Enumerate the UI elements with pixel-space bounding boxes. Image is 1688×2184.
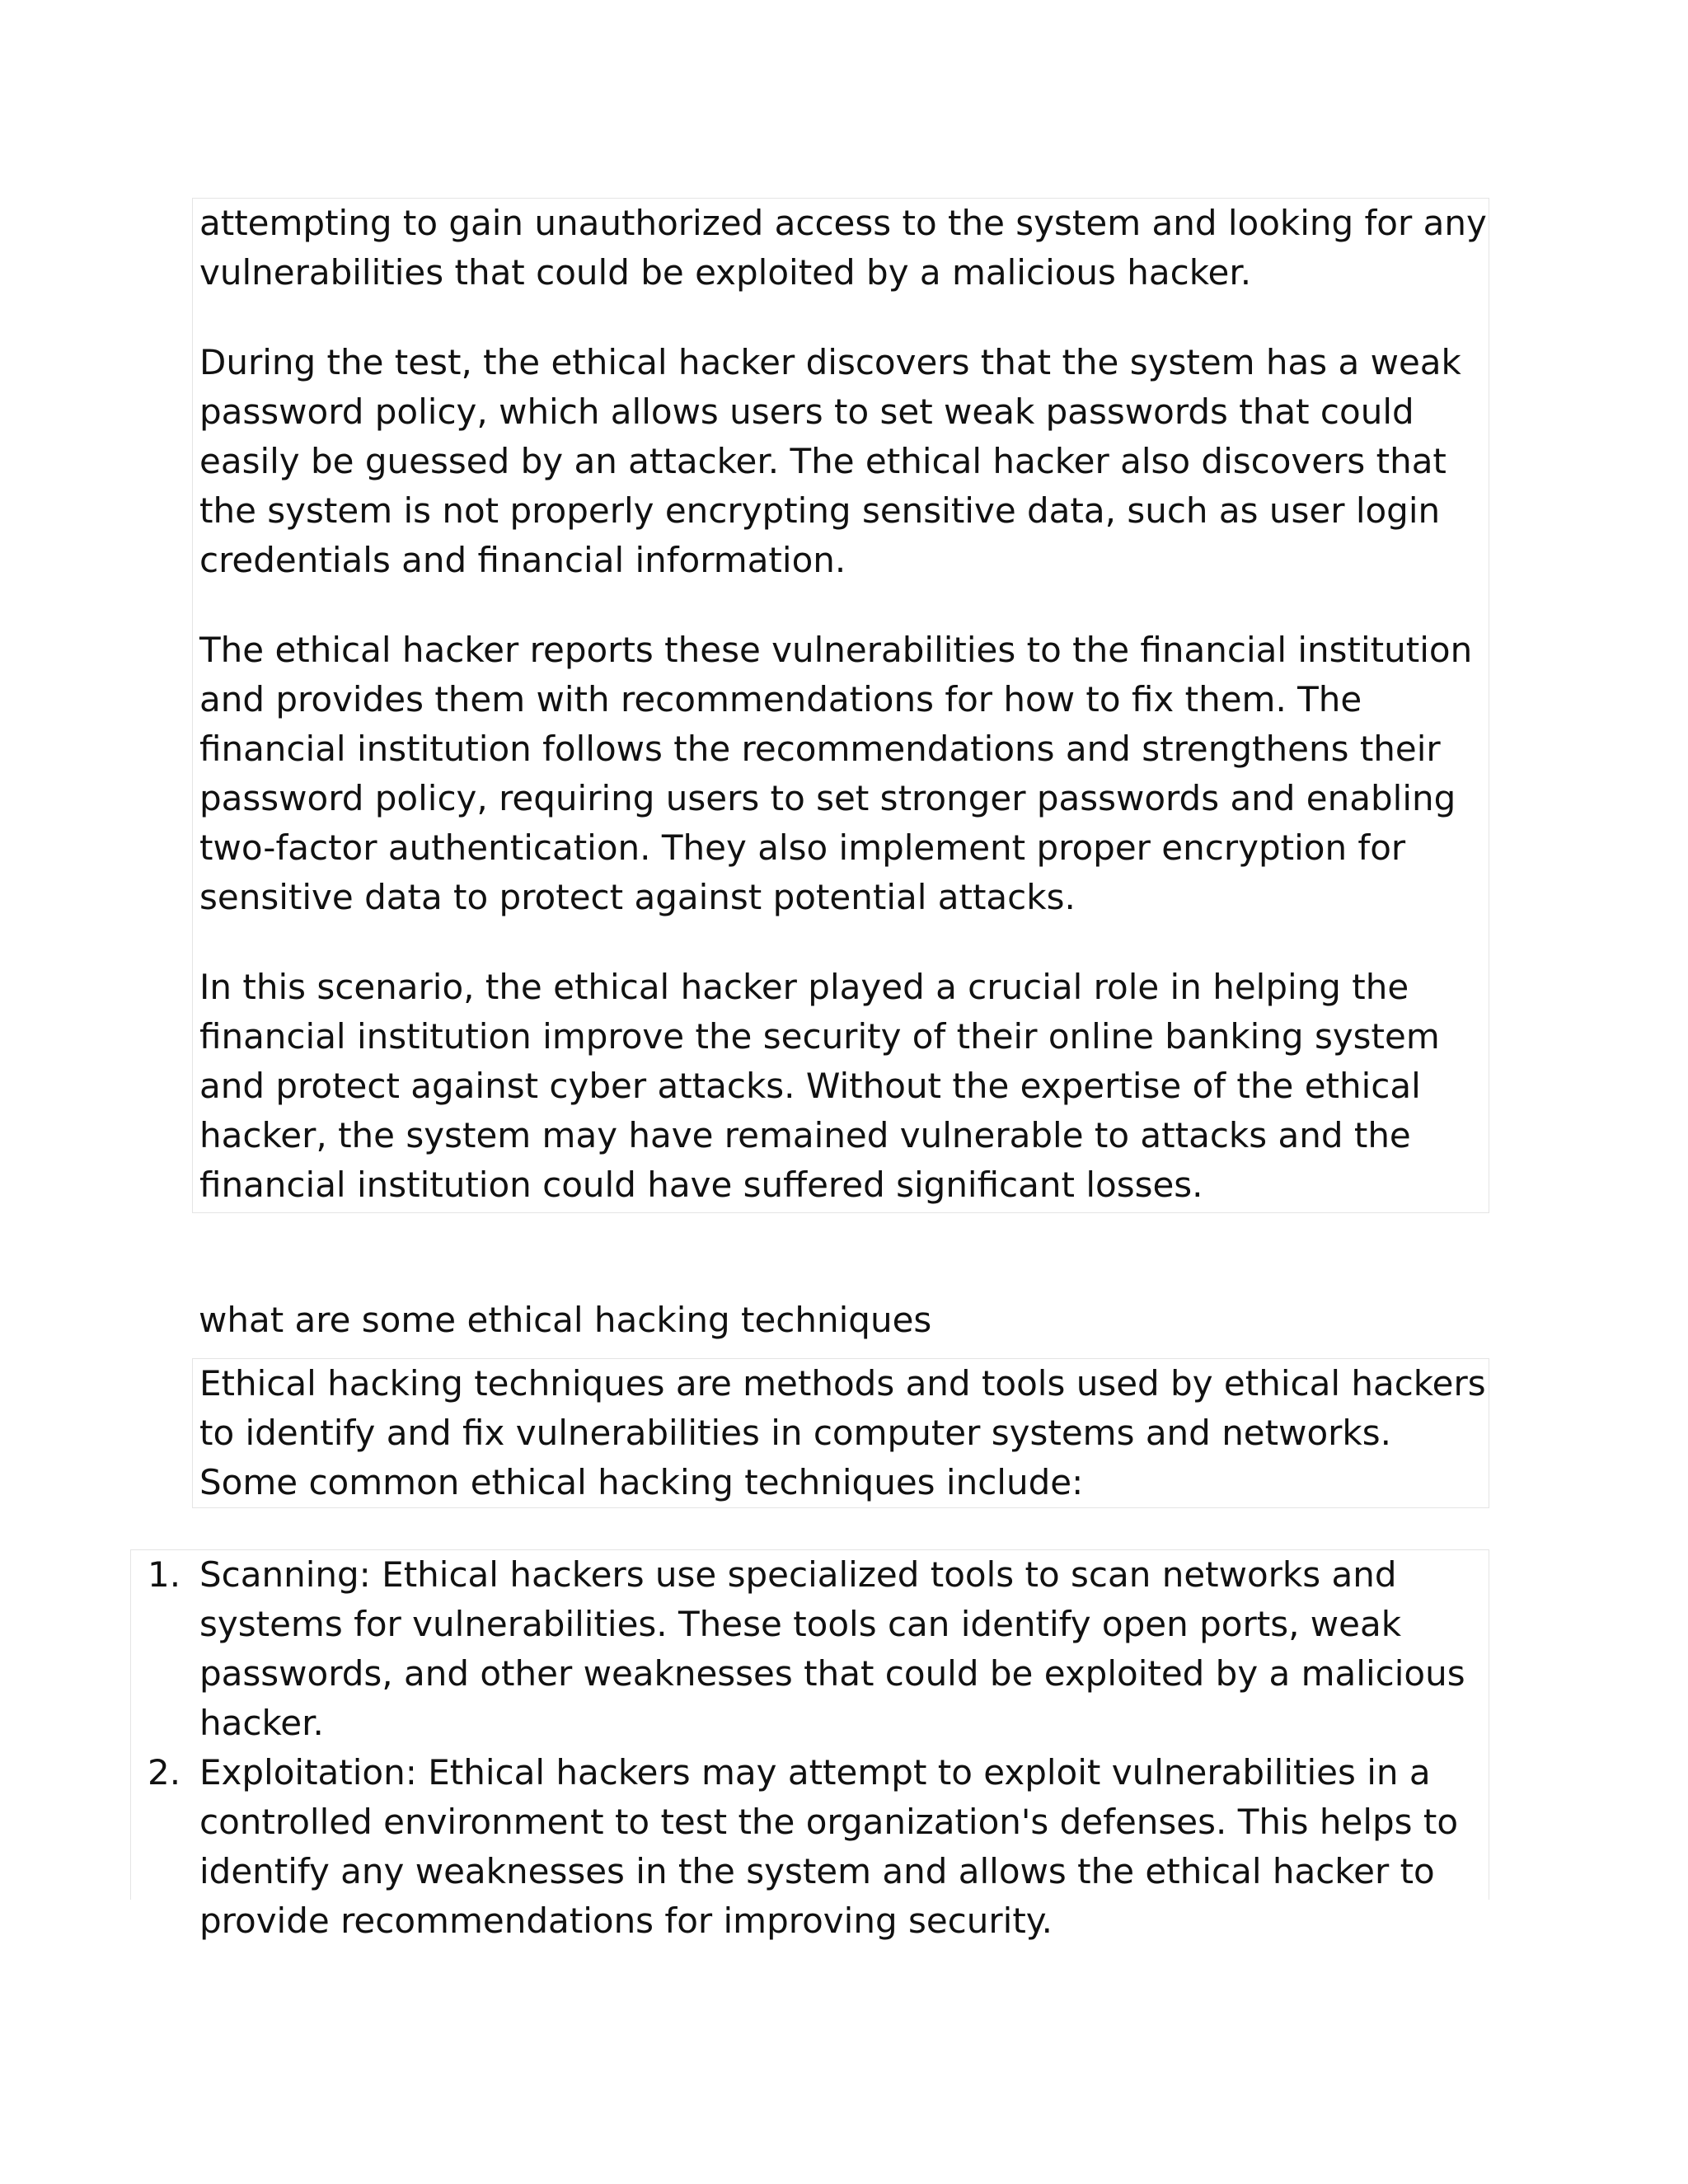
response-paragraph: In this scenario, the ethical hacker played a crucial role in helping the financial institution improve the security of their online banking system and protect against cyber attacks. Without the expertise of the ethical hacker, the system may have remained vulnerable to attacks and the financial institution could have suffered significant losses.	[199, 967, 1440, 1205]
list-item	[131, 1748, 1489, 1946]
response-paragraph: During the test, the ethical hacker discovers that the system has a weak password policy, which allows users to set weak passwords that could easily be guessed by an attacker. The ethical hacker also discovers that the system is not properly encrypting sensitive data, such as user login credentials and financial information.	[199, 342, 1461, 580]
list-item-text: Exploitation: Ethical hackers may attempt to exploit vulnerabilities in a controlled environment to test the organization's defenses. This helps to identify any weaknesses in the system and allows the ethical hacker to provide recommendations for improving security.	[199, 1752, 1459, 1941]
user-prompt-text: what are some ethical hacking techniques	[199, 1300, 932, 1340]
list-item-number: 2.	[148, 1752, 181, 1793]
user-prompt	[199, 1296, 1484, 1345]
technique-list	[131, 1550, 1489, 1946]
response-block-intro	[192, 1358, 1489, 1508]
response-block-scenario	[192, 198, 1489, 1213]
list-item-number: 1.	[148, 1554, 181, 1595]
list-item	[131, 1550, 1489, 1748]
response-block-list	[130, 1549, 1489, 1941]
response-paragraph: attempting to gain unauthorized access to the system and looking for any vulnerabilities that could be exploited by a malicious hacker.	[199, 203, 1487, 293]
list-item-text: Scanning: Ethical hackers use specialized tools to scan networks and systems for vulnerabilities. These tools can identify open ports, weak passwords, and other weaknesses that could be exploited by a malicious hacker.	[199, 1554, 1465, 1743]
response-paragraph: The ethical hacker reports these vulnerabilities to the financial institution and provides them with recommendations for how to fix them. The financial institution follows the recommendations and strengthens their password policy, requiring users to set stronger passwords and enabling two-factor authentication. They also implement proper encryption for sensitive data to protect against potential attacks.	[199, 630, 1473, 917]
response-paragraph: Ethical hacking techniques are methods and tools used by ethical hackers to identify and fix vulnerabilities in computer systems and networks. Some common ethical hacking techniques include:	[199, 1363, 1486, 1502]
